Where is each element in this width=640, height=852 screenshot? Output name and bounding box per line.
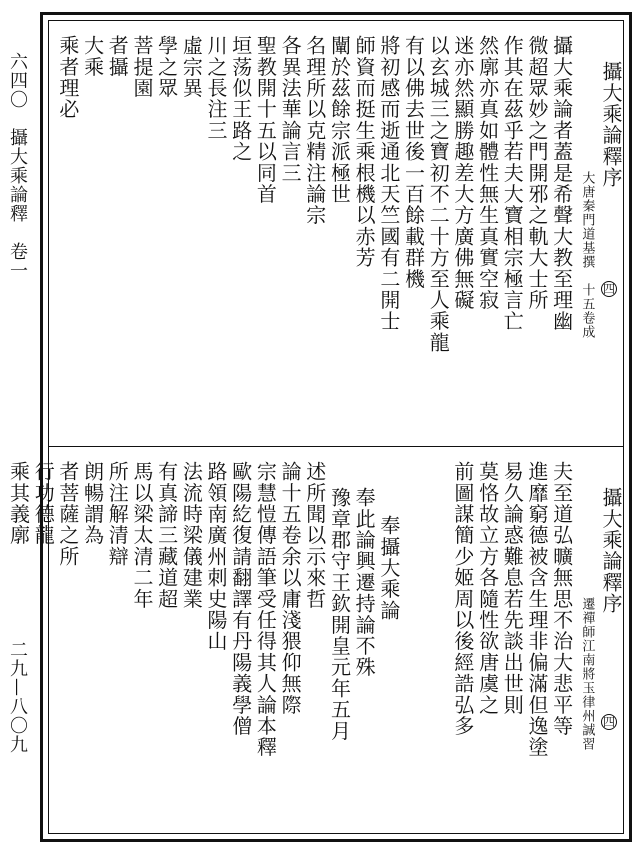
top-text-column: 師資而挺生乘根機以赤芳 [352, 35, 377, 269]
bottom-page-glyph: 四 [602, 715, 615, 729]
bottom-text-column: 奉此論興遷持論不殊 [352, 487, 377, 678]
top-text-column: 者攝 [105, 35, 130, 78]
bottom-text-column: 者菩薩之所 [55, 461, 80, 567]
top-page-glyph: 四 [602, 282, 615, 296]
bottom-text-column: 馬以梁太清二年 [129, 461, 154, 610]
top-text-column: 乘者理必 [55, 35, 80, 120]
bottom-text-column: 豫章郡守王欽開皇元年五月 [327, 487, 352, 742]
bottom-text-column [401, 447, 426, 849]
bottom-text-column: 論十五卷余以庸淺猥仰無際 [278, 461, 303, 716]
margin-left-caption: 六四〇 攝大乘論釋 卷一 [7, 52, 28, 280]
bottom-text-column: 奉攝大乘論 [376, 515, 401, 621]
bottom-text-column: 易久論惑難息若先談出世則 [500, 461, 525, 716]
top-text-column: 闡於茲餘宗派極世 [327, 35, 352, 205]
top-text-column: 名理所以克精注論宗 [302, 35, 327, 226]
bottom-text-column: 路領南廣州刺史陽山 [204, 461, 228, 652]
bottom-text-column: 攝大乘論釋序 [599, 487, 623, 615]
top-text-column: 迷亦然顯勝趣差大方廣佛無礙 [450, 35, 475, 311]
top-text-column: 攝大乘論者蓋是希聲大教至理幽 [549, 35, 574, 332]
top-text-column: 菩提園 [129, 35, 154, 99]
bottom-text-column: 夫至道弘曠無思不治大悲平等 [549, 461, 574, 737]
bottom-text-column: 所注解清辯 [105, 461, 130, 567]
bottom-text-column: 乘其義廓 [6, 461, 31, 546]
top-text-column: 各異法華論言三 [278, 35, 303, 184]
margin-bottom-caption: 二九—八〇九 [7, 640, 28, 754]
bottom-text-column: 前圖謀簡少姬周以後經誥弘多 [450, 461, 475, 737]
top-text-column: 作其在茲乎若夫大寶相宗極言亡 [500, 35, 525, 332]
bottom-text-column: 進靡窮德被含生理非偏滿但逸塗 [524, 461, 549, 758]
top-text-column: 學之眾 [154, 35, 179, 99]
top-text-column: 有以佛去世後一百餘載群機 [401, 35, 426, 290]
bottom-text-column: 行功德龍 [31, 461, 56, 546]
bottom-text-column: 朗暢謂為 [80, 461, 105, 546]
top-text-column: 大乘 [80, 35, 105, 78]
bottom-text-column: 述所聞以示來哲 [302, 461, 327, 610]
bottom-text-column: 莫恪故立方各隨性欲唐虞之 [475, 461, 500, 716]
top-text-column: 然廓亦真如體性無生真實空寂 [475, 35, 500, 311]
top-text-column: 虛宗異 [179, 35, 204, 99]
bottom-text-column: 有真諦三藏道超 [154, 461, 179, 610]
bottom-text-column: 遷禪師江南將玉律州誠習 [579, 597, 595, 751]
top-text-column: 川之長注三 [204, 35, 228, 141]
top-text-column: 大唐秦門道基撰 十五卷成 [579, 171, 595, 339]
top-text-column: 微超眾妙之門開邪之軌大士所 [524, 35, 549, 311]
top-text-column: 將初感而逝通北天竺國有二開士 [376, 35, 401, 332]
bottom-text-column: 歐陽紇復請翻譯有丹陽義學僧 [228, 461, 253, 737]
bottom-text-column [426, 447, 451, 849]
top-text-column: 聖教開十五以同首 [253, 35, 278, 205]
bottom-text-column: 法流時梁儀建業 [179, 461, 204, 610]
top-text-column: 垣荡似王路之 [228, 35, 253, 163]
top-text-column: 以玄城三之寶初不二十方至人乘龍 [426, 35, 451, 353]
bottom-text-column: 宗慧愷傳語筆受任得其人論本釋 [253, 461, 278, 758]
top-text-column: 攝大乘論釋序 [599, 61, 623, 189]
top-half [49, 21, 623, 446]
